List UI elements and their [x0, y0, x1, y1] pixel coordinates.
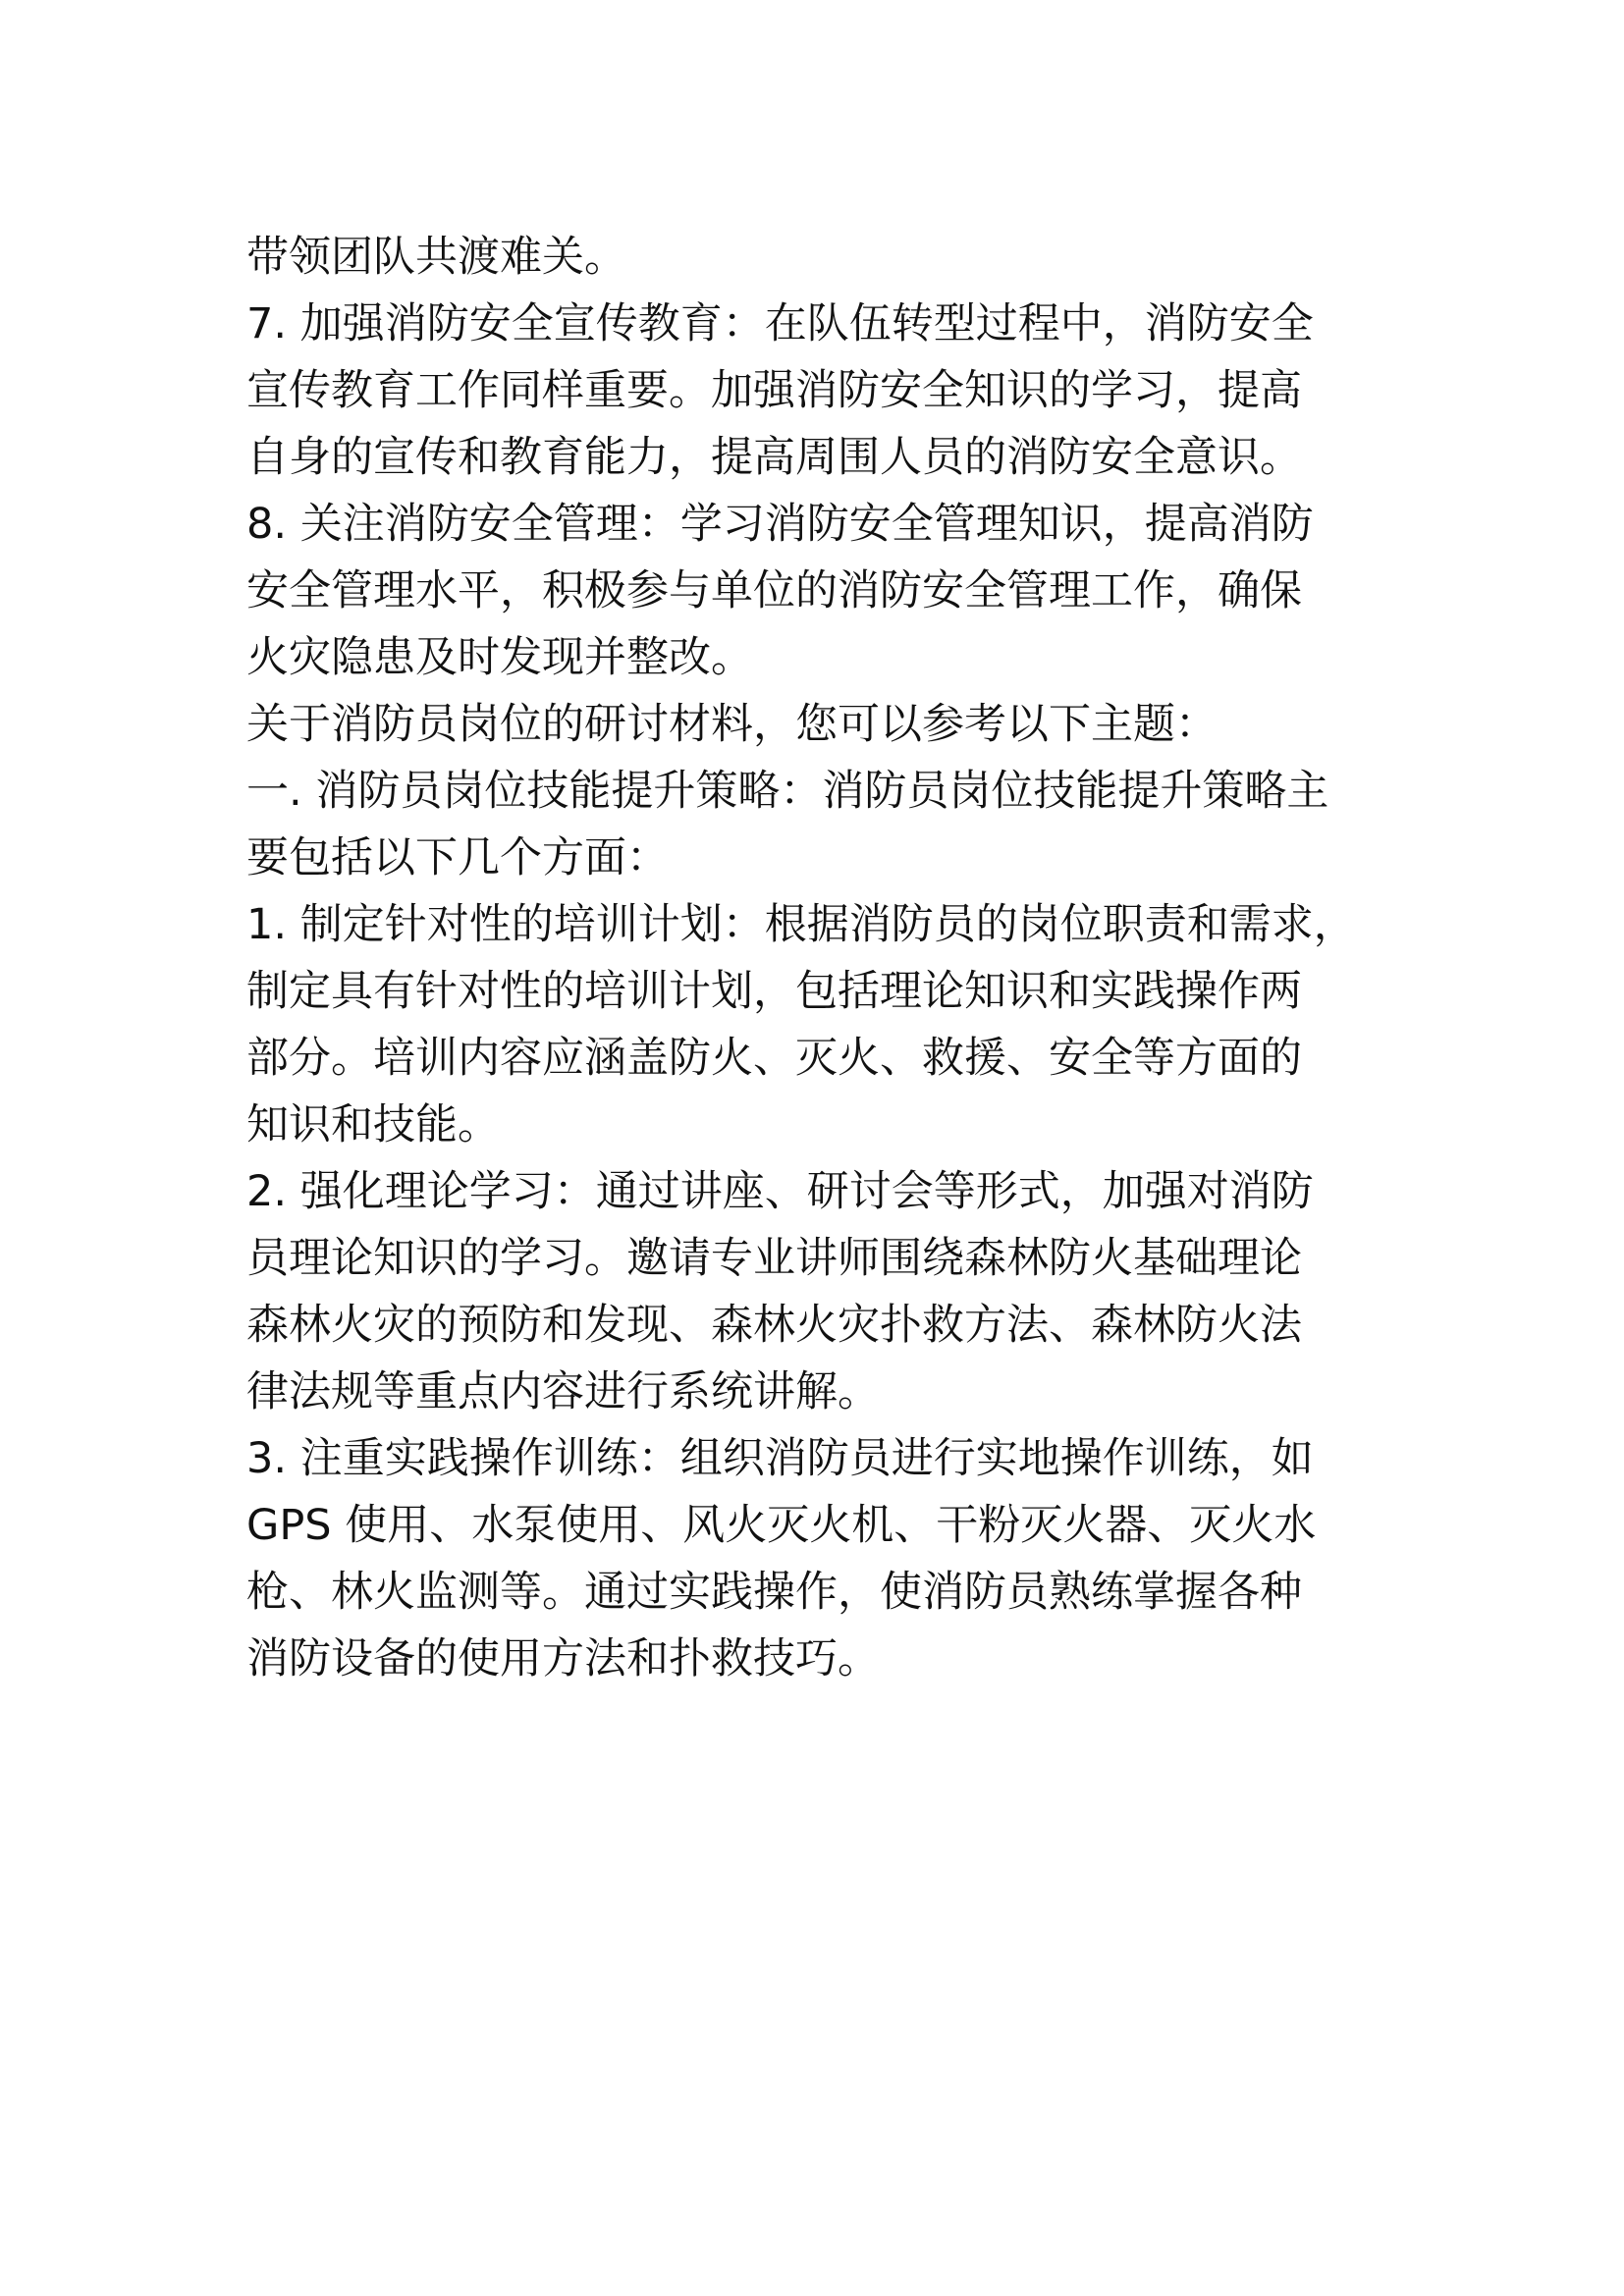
- paragraph-line: 1. 制定针对性的培训计划：根据消防员的岗位职责和需求，: [246, 900, 1356, 949]
- paragraph-line: 火灾隐患及时发现并整改。: [246, 633, 753, 682]
- paragraph-line: 7. 加强消防安全宣传教育：在队伍转型过程中，消防安全: [246, 299, 1314, 348]
- paragraph-line: 要包括以下几个方面：: [246, 833, 669, 882]
- paragraph-line: 8. 关注消防安全管理：学习消防安全管理知识，提高消防: [246, 500, 1314, 549]
- paragraph-line: 部分。培训内容应涵盖防火、灭火、救援、安全等方面的: [246, 1034, 1302, 1083]
- paragraph-line: 带领团队共渡难关。: [246, 233, 626, 282]
- paragraph-line: 关于消防员岗位的研讨材料，您可以参考以下主题：: [246, 700, 1218, 749]
- document-body: [246, 224, 1385, 1692]
- paragraph-line: 消防设备的使用方法和扑救技巧。: [246, 1634, 880, 1683]
- paragraph-line: 制定具有针对性的培训计划，包括理论知识和实践操作两: [246, 967, 1302, 1016]
- paragraph-line: GPS 使用、水泵使用、风火灭火机、干粉灭火器、灭火水: [246, 1501, 1317, 1550]
- paragraph-line: 律法规等重点内容进行系统讲解。: [246, 1367, 880, 1416]
- paragraph-line: 枪、林火监测等。通过实践操作，使消防员熟练掌握各种: [246, 1568, 1302, 1617]
- paragraph-line: 一. 消防员岗位技能提升策略：消防员岗位技能提升策略主: [246, 767, 1329, 816]
- paragraph-line: 自身的宣传和教育能力，提高周围人员的消防安全意识。: [246, 433, 1302, 482]
- paragraph-line: 2. 强化理论学习：通过讲座、研讨会等形式，加强对消防: [246, 1167, 1314, 1216]
- paragraph-line: 3. 注重实践操作训练：组织消防员进行实地操作训练，如: [246, 1434, 1314, 1483]
- paragraph-line: 宣传教育工作同样重要。加强消防安全知识的学习，提高: [246, 366, 1302, 415]
- paragraph-line: 安全管理水平，积极参与单位的消防安全管理工作，确保: [246, 566, 1302, 615]
- paragraph-line: 森林火灾的预防和发现、森林火灾扑救方法、森林防火法: [246, 1301, 1302, 1350]
- paragraph-line: 员理论知识的学习。邀请专业讲师围绕森林防火基础理论: [246, 1234, 1302, 1283]
- paragraph-line: 知识和技能。: [246, 1100, 500, 1149]
